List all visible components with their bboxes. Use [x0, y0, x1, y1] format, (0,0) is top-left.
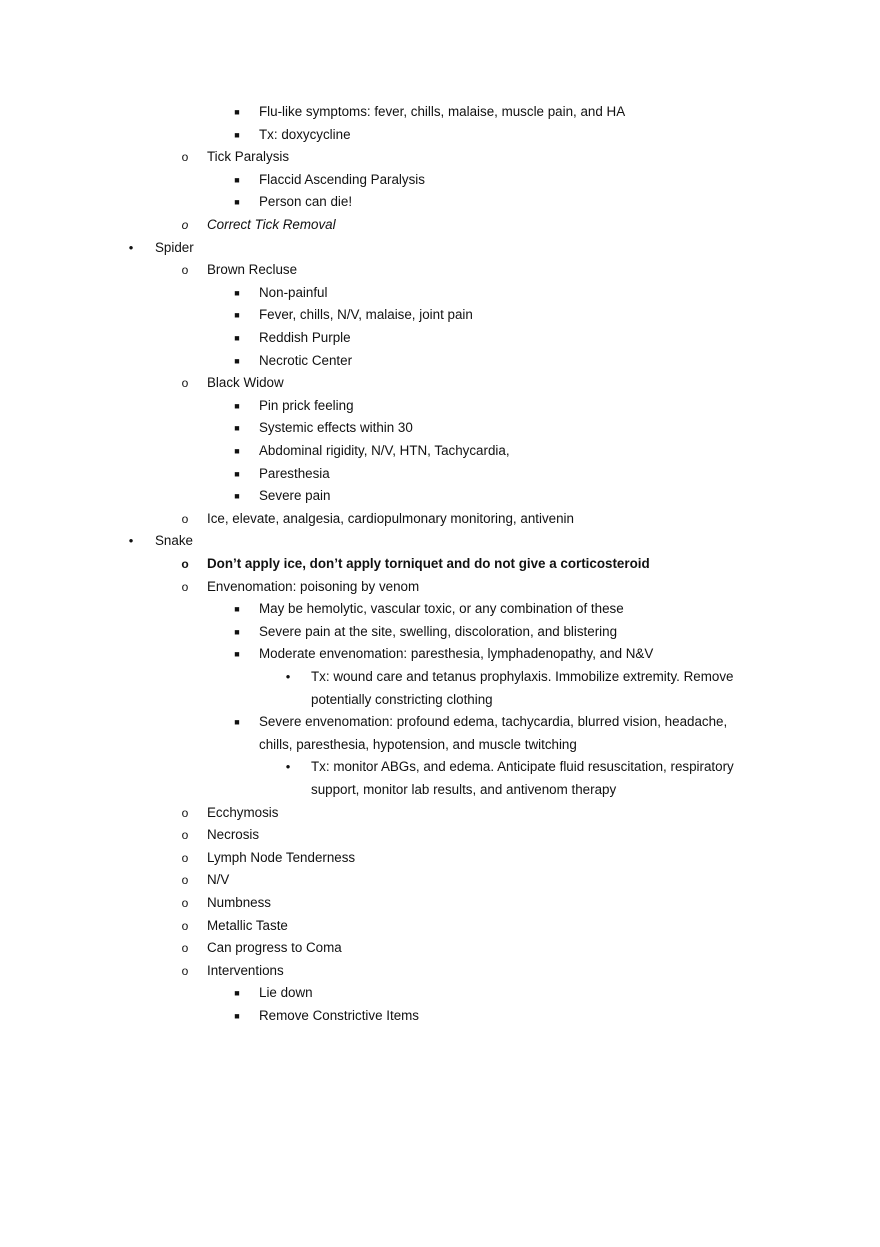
list-item-text: Necrosis: [207, 827, 260, 843]
list-item-text: Lymph Node Tenderness: [207, 849, 356, 865]
circle-bullet-icon: o: [181, 150, 189, 165]
list-item-text: support, monitor lab results, and antivenom therapy: [311, 782, 617, 797]
square-bullet-icon: ■: [234, 1011, 240, 1021]
list-item-text: Remove Constrictive Items: [259, 1008, 419, 1023]
list-item-text: Brown Recluse: [207, 262, 298, 278]
square-bullet-icon: ■: [234, 626, 240, 637]
list-item-text: Systemic effects within 30: [259, 420, 413, 436]
list-item-text: Severe pain at the site, swelling, discoloration, and blistering: [259, 623, 618, 639]
list-item-text: N/V: [207, 872, 230, 888]
square-bullet-icon: ■: [234, 197, 240, 208]
list-item-text: Snake: [155, 533, 193, 549]
list-item-text: Reddish Purple: [259, 330, 351, 345]
circle-bullet-icon: o: [181, 263, 189, 278]
list-item-text: Tx: monitor ABGs, and edema. Anticipate fluid resuscitation, respiratory: [311, 759, 734, 775]
list-item-text: Flu-like symptoms: fever, chills, malaise, muscle pain, and HA: [259, 104, 626, 119]
circle-bullet-icon: o: [181, 805, 189, 820]
circle-bullet-icon: o: [181, 376, 189, 391]
square-bullet-icon: ■: [234, 446, 240, 456]
circle-bullet-icon: o: [181, 873, 189, 888]
circle-bullet-icon: o: [181, 218, 189, 232]
circle-bullet-icon: o: [181, 579, 189, 594]
circle-bullet-icon: o: [181, 557, 189, 571]
list-item-text: Ice, elevate, analgesia, cardiopulmonary monitoring, antivenin: [207, 510, 574, 526]
list-item-text: Flaccid Ascending Paralysis: [259, 171, 425, 187]
list-item-text: May be hemolytic, vascular toxic, or any combination of these: [259, 601, 624, 617]
list-item-text: Moderate envenomation: paresthesia, lymphadenopathy, and N&V: [259, 646, 654, 662]
list-item-text: Necrotic Center: [259, 352, 353, 368]
list-item-text: Can progress to Coma: [207, 940, 342, 956]
list-item-text: Black Widow: [207, 375, 284, 391]
square-bullet-icon: ■: [234, 491, 240, 502]
list-item-text: Spider: [155, 239, 194, 255]
circle-bullet-icon: o: [181, 941, 189, 956]
list-item-text: Lie down: [259, 985, 313, 1001]
square-bullet-icon: ■: [234, 400, 240, 411]
list-item-text: Non-painful: [259, 284, 328, 300]
circle-bullet-icon: o: [181, 896, 189, 910]
list-item-text: Severe envenomation: profound edema, tachycardia, blurred vision, headache,: [259, 714, 728, 730]
square-bullet-icon: ■: [234, 604, 240, 615]
circle-bullet-icon: o: [181, 828, 189, 843]
square-bullet-icon: ■: [234, 468, 240, 479]
list-item-text: Don’t apply ice, don’t apply torniquet and do not give a corticosteroid: [207, 556, 650, 571]
list-item-text: Numbness: [207, 895, 272, 910]
list-item-text: Severe pain: [259, 488, 331, 504]
square-bullet-icon: ■: [234, 988, 240, 999]
list-item-text: Pin prick feeling: [259, 397, 354, 413]
list-item-text: Interventions: [207, 962, 284, 978]
square-bullet-icon: ■: [234, 129, 240, 140]
disc-bullet-icon: •: [128, 239, 134, 255]
circle-bullet-icon: o: [181, 511, 189, 526]
circle-bullet-icon: o: [181, 963, 189, 978]
list-item-text: Tx: doxycycline: [259, 126, 351, 142]
square-bullet-icon: ■: [234, 107, 240, 117]
square-bullet-icon: ■: [234, 287, 240, 298]
list-item-text: chills, paresthesia, hypotension, and muscle twitching: [259, 736, 577, 752]
disc-bullet-icon: •: [128, 533, 134, 549]
list-item-text: Metallic Taste: [207, 917, 288, 933]
circle-bullet-icon: o: [181, 918, 189, 933]
circle-bullet-icon: o: [181, 850, 189, 865]
list-item-text: Envenomation: poisoning by venom: [207, 578, 420, 594]
square-bullet-icon: ■: [234, 333, 240, 343]
square-bullet-icon: ■: [234, 423, 240, 434]
list-item-text: Ecchymosis: [207, 804, 279, 820]
list-item-text: Correct Tick Removal: [207, 217, 336, 232]
list-item-text: Person can die!: [259, 194, 353, 210]
disc-bullet-icon: •: [285, 759, 291, 775]
square-bullet-icon: ■: [234, 649, 240, 660]
square-bullet-icon: ■: [234, 717, 240, 728]
list-item-text: potentially constricting clothing: [311, 691, 493, 707]
square-bullet-icon: ■: [234, 310, 240, 321]
disc-bullet-icon: •: [285, 669, 291, 684]
square-bullet-icon: ■: [234, 174, 240, 185]
list-item-text: Tick Paralysis: [207, 149, 290, 165]
list-item-text: Paresthesia: [259, 465, 330, 481]
list-item-text: Fever, chills, N/V, malaise, joint pain: [259, 307, 473, 323]
list-item-text: Tx: wound care and tetanus prophylaxis. Immobilize extremity. Remove: [311, 669, 734, 684]
list-item-text: Abdominal rigidity, N/V, HTN, Tachycardia,: [259, 443, 510, 458]
square-bullet-icon: ■: [234, 355, 240, 366]
